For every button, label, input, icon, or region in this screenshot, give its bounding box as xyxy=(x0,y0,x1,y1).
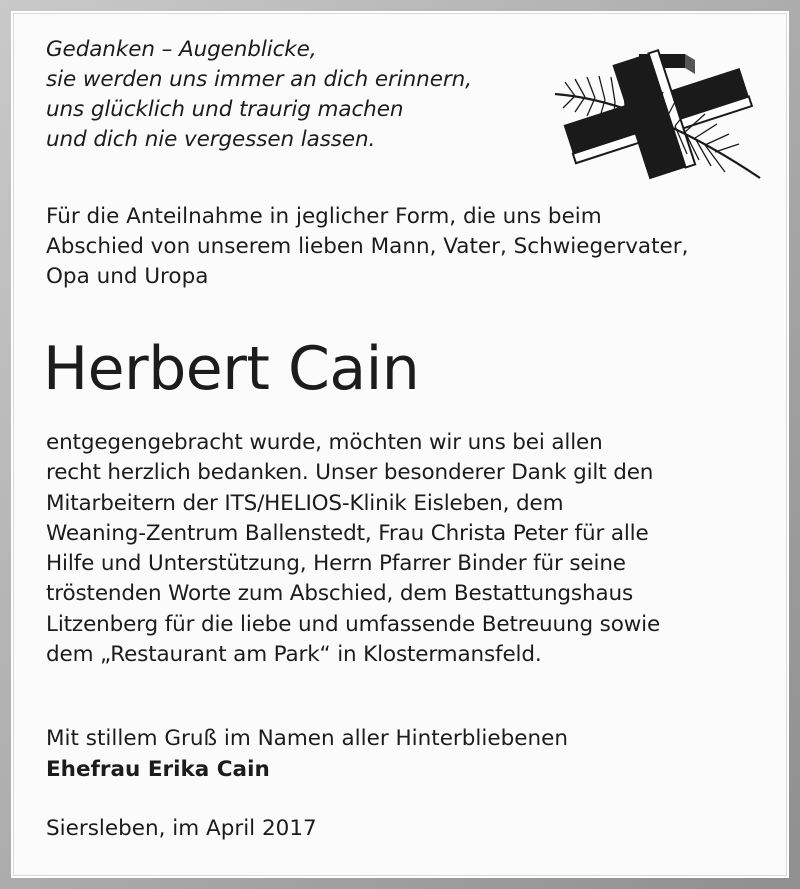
signer-name: Ehefrau Erika Cain xyxy=(46,757,270,782)
thanks-line: recht herzlich bedanken. Unser besonderer Dank gilt den xyxy=(46,460,654,486)
thanks-line: Hilfe und Unterstützung, Herrn Pfarrer Binder für seine xyxy=(46,551,626,577)
thanks-line: entgegengebracht wurde, möchten wir uns bei allen xyxy=(46,430,603,455)
poem-line: Gedanken – Augenblicke, xyxy=(46,37,317,62)
closing-greeting: Mit stillem Gruß im Namen aller Hinterbliebenen xyxy=(46,726,568,751)
intro-line: Für die Anteilnahme in jeglicher Form, die uns beim xyxy=(46,204,602,229)
thanks-line: Litzenberg für die liebe und umfassende Betreuung sowie xyxy=(46,611,661,637)
poem-line: und dich nie vergessen lassen. xyxy=(46,127,376,152)
thanks-line: Weaning-Zentrum Ballenstedt, Frau Christa Peter für alle xyxy=(46,520,649,546)
place-and-date: Siersleben, im April 2017 xyxy=(46,816,317,841)
poem-line: uns glücklich und traurig machen xyxy=(46,97,404,122)
closing xyxy=(46,723,568,785)
thanks-line: Mitarbeitern der ITS/HELIOS-Klinik Eisleben, dem xyxy=(46,490,564,516)
thanks-line: dem „Restaurant am Park“ in Klostermansfeld. xyxy=(46,642,542,668)
intro-line: Opa und Uropa xyxy=(46,264,209,289)
thanks-line: tröstenden Worte zum Abschied, dem Bestattungshaus xyxy=(46,581,633,607)
poem xyxy=(46,35,556,155)
poem-line: sie werden uns immer an dich erinnern, xyxy=(46,67,472,92)
intro-paragraph xyxy=(46,202,766,292)
notice-card xyxy=(11,11,789,878)
cross-with-palm-branch-icon xyxy=(535,46,765,181)
intro-line: Abschied von unserem lieben Mann, Vater, Schwiegervater, xyxy=(46,234,689,259)
thanks-paragraph xyxy=(46,428,786,670)
deceased-name: Herbert Cain xyxy=(43,334,420,404)
